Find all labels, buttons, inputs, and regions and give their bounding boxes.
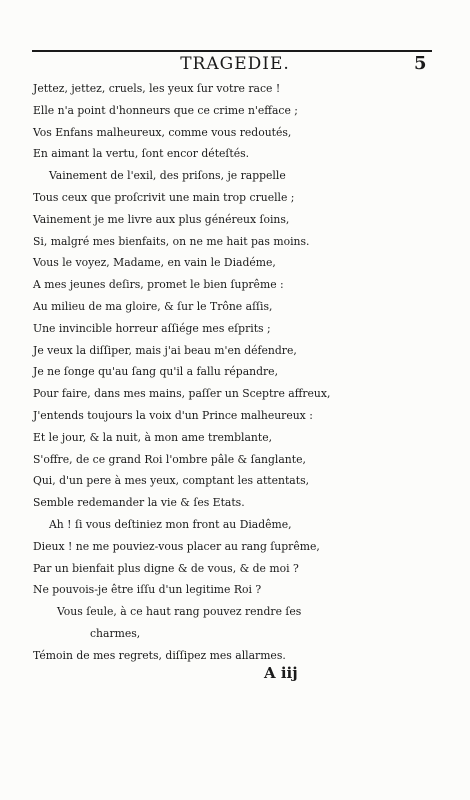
verse-line: Par un bienfait plus digne & de vous, & de moi ? (33, 561, 299, 575)
verse-line: Tous ceux que proſcrivit une main trop cruelle ; (33, 190, 295, 204)
verse-line: S'offre, de ce grand Roi l'ombre pâle & ſanglante, (33, 452, 306, 466)
verse-line: Je ne ſonge qu'au ſang qu'il a fallu répandre, (33, 365, 279, 379)
page-number: 5 (414, 53, 427, 74)
running-header: TRAGEDIE. (180, 54, 290, 74)
verse-line: Et le jour, & la nuit, à mon ame tremblante, (33, 430, 273, 444)
verse-line: Vous ſeule, à ce haut rang pouvez rendre ſes (57, 605, 302, 619)
verse-line: Pour faire, dans mes mains, paſſer un Sceptre affreux, (33, 387, 331, 401)
verse-line: Témoin de mes regrets, diſſipez mes allarmes. (33, 648, 286, 662)
verse-line: Si, malgré mes bienfaits, on ne me hait pas moins. (33, 234, 310, 248)
verse-line: charmes, (90, 626, 141, 640)
verse-line: Vos Enfans malheureux, comme vous redoutés, (33, 125, 292, 139)
verse-line: Ah ! ſi vous deſtiniez mon front au Diadême, (49, 517, 292, 531)
verse-line: Je veux la diſſiper, mais j'ai beau m'en défendre, (33, 343, 297, 357)
verse-line: Au milieu de ma gloire, & ſur le Trône aſſis, (33, 299, 273, 313)
verse-line: Jettez, jettez, cruels, les yeux ſur votre race ! (33, 82, 281, 95)
verse-line: Qui, d'un pere à mes yeux, comptant les attentats, (33, 474, 310, 488)
verse-line: A mes jeunes deſirs, promet le bien ſuprême : (33, 278, 284, 292)
verse-line: Vainement je me livre aux plus généreux ſoins, (33, 212, 290, 226)
header-rule (32, 50, 432, 52)
verse-line: J'entends toujours la voix d'un Prince malheureux : (33, 408, 313, 422)
verse-line: En aimant la vertu, ſont encor déteſtés. (33, 147, 250, 161)
verse-block (33, 78, 453, 667)
verse-line: Semble redemander la vie & ſes Etats. (33, 496, 245, 510)
verse-line: Une invincible horreur aſſiége mes eſprits ; (33, 321, 271, 335)
verse-line: Dieux ! ne me pouviez-vous placer au rang ſuprême, (33, 539, 320, 553)
verse-line: Elle n'a point d'honneurs que ce crime n'efface ; (33, 103, 298, 117)
verse-line: Vous le voyez, Madame, en vain le Diadéme, (33, 256, 276, 270)
verse-line: Ne pouvois-je être iſſu d'un legitime Roi ? (33, 583, 262, 597)
signature-mark: A iij (264, 664, 298, 682)
verse-line: Vainement de l'exil, des priſons, je rappelle (49, 169, 286, 183)
